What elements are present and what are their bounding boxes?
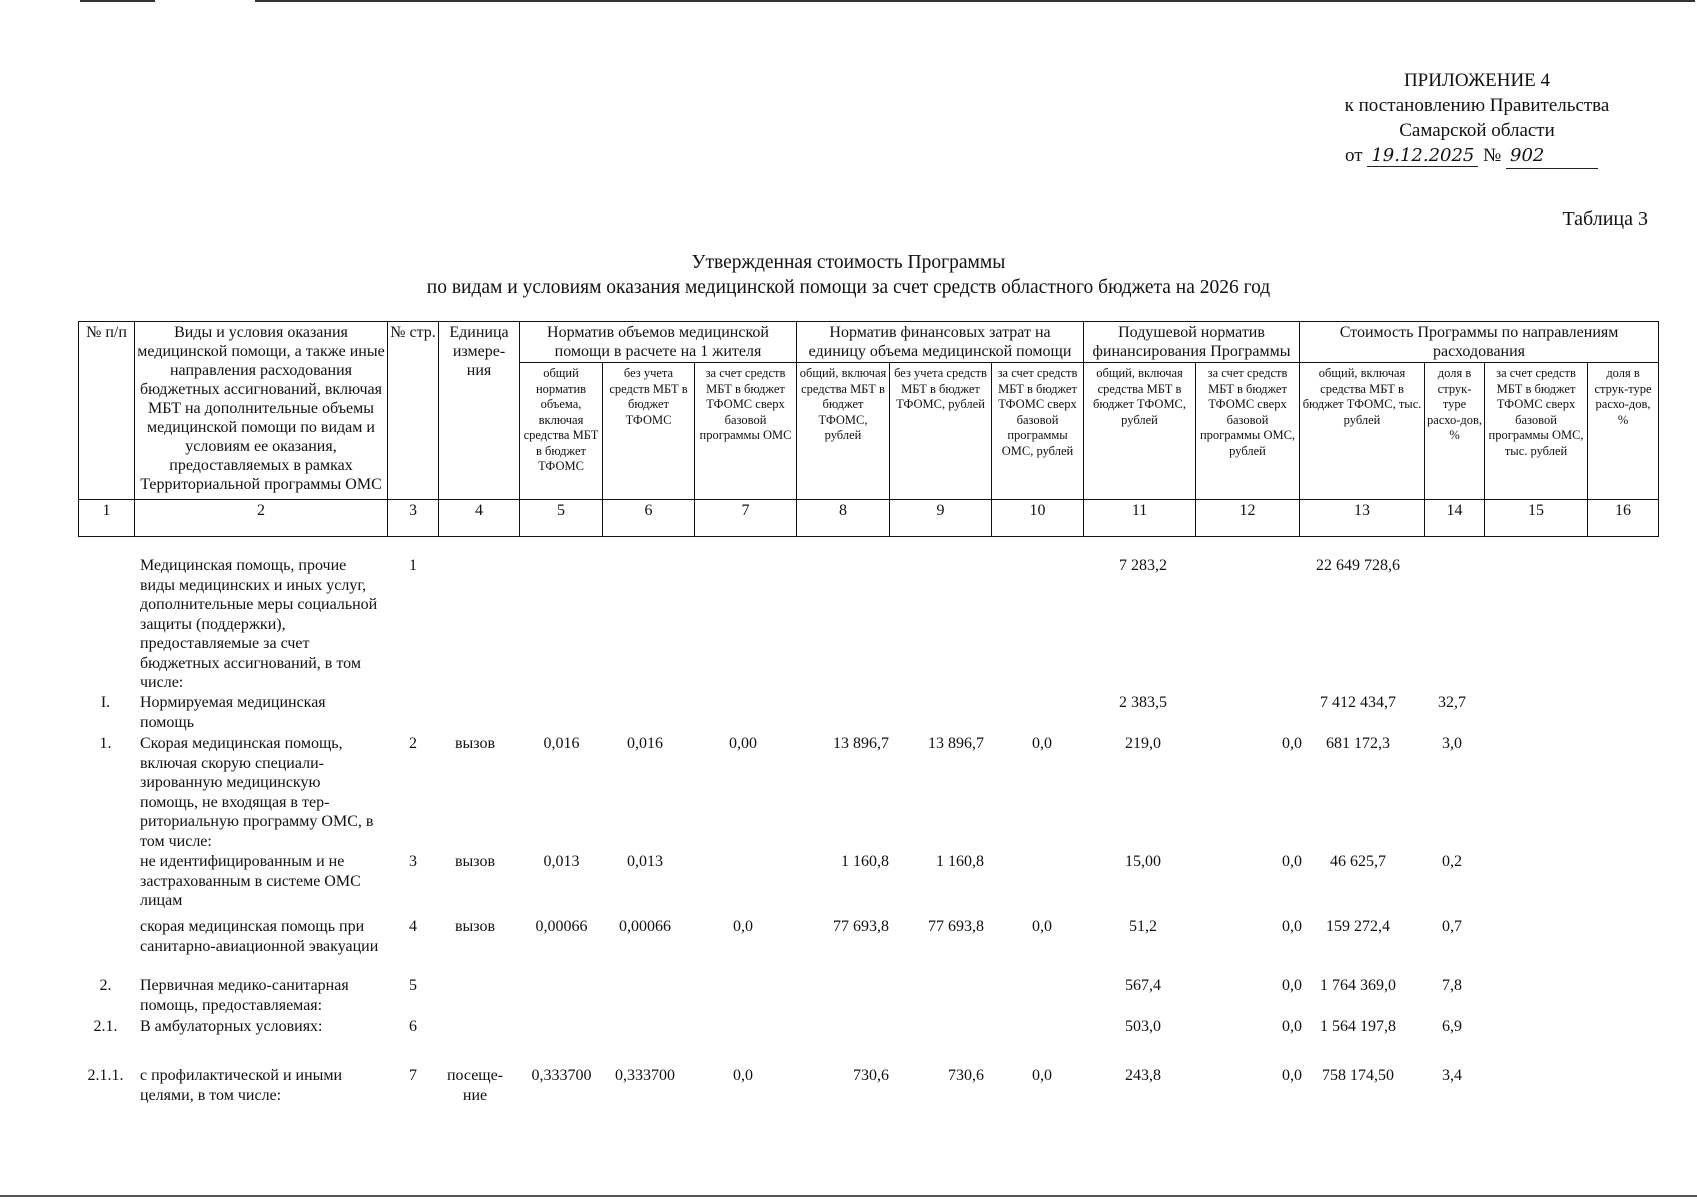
row-col-13: 681 172,3 [1326, 735, 1390, 752]
row-col-11: 7 283,2 [1119, 557, 1167, 574]
row-col-7: 0,0 [733, 1067, 753, 1084]
column-number: 15 [1485, 500, 1588, 537]
column-number: 10 [992, 500, 1084, 537]
row-col-14: 3,0 [1442, 735, 1462, 752]
column-number: 6 [603, 500, 695, 537]
header-subcell: за счет средств МБТ в бюджет ТФОМС сверх базовой программы ОМС, рублей [992, 363, 1084, 500]
annex-line: Самарской области [1399, 120, 1555, 141]
row-name: Медицинская помощь, прочие виды медицинских и иных услуг, дополнительные меры социальной защиты (поддержки), предоставляемые за счет бюджетных ассигнований, в том числе: [140, 557, 378, 691]
row-col-12: 0,0 [1282, 977, 1302, 994]
number-label: № [1483, 145, 1502, 166]
row-col-13: 159 272,4 [1326, 918, 1390, 935]
column-number: 3 [388, 500, 439, 537]
column-number: 13 [1300, 500, 1425, 537]
row-col-13: 758 174,50 [1322, 1067, 1394, 1084]
row-name: Первичная медико-санитарная помощь, предоставляемая: [140, 977, 349, 1014]
row-col-12: 0,0 [1282, 735, 1302, 752]
annex-block [1317, 68, 1637, 169]
document-title: Утвержденная стоимость Программы [691, 252, 1006, 273]
row-str: 1 [409, 557, 417, 574]
row-col-8: 77 693,8 [833, 918, 889, 935]
top-rule [80, 0, 155, 2]
row-col-12: 0,0 [1282, 1067, 1302, 1084]
row-col-12: 0,0 [1282, 853, 1302, 870]
row-col-13: 22 649 728,6 [1316, 557, 1400, 574]
column-number: 9 [890, 500, 992, 537]
row-col-11: 503,0 [1125, 1018, 1161, 1035]
header-subcell: общий, включая средства МБТ в бюджет ТФОМС, тыс. рублей [1300, 363, 1425, 500]
row-name: В амбулаторных условиях: [140, 1018, 323, 1035]
row-col-12: 0,0 [1282, 918, 1302, 935]
row-col-14: 0,7 [1442, 918, 1462, 935]
row-col-5: 0,00066 [535, 918, 588, 935]
header-cell: № п/п [79, 322, 135, 500]
row-str: 5 [409, 977, 417, 994]
header-cell: Единица измере-ния [439, 322, 520, 500]
row-col-6: 0,013 [627, 853, 663, 870]
document-subtitle: по видам и условиям оказания медицинской помощи за счет средств областного бюджета на 2026 год [426, 277, 1271, 298]
row-str: 6 [409, 1018, 417, 1035]
row-number: 2.1. [93, 1018, 118, 1035]
header-cell: Виды и условия оказания медицинской помощи, а также иные направления расходования бюджетных ассигнований, включая МБТ на дополнительные объемы медицинской помощи по видам и условиям ее оказания, предоставляемых в рамках Территориальной программы ОМС [135, 322, 388, 500]
row-col-6: 0,016 [627, 735, 663, 752]
row-name: скорая медицинская помощь при санитарно-авиационной эвакуации [140, 918, 379, 955]
row-unit: посеще-ние [446, 1067, 504, 1104]
row-unit: вызов [454, 853, 496, 870]
column-number: 8 [797, 500, 890, 537]
row-col-10: 0,0 [1032, 735, 1052, 752]
row-col-12: 0,0 [1282, 1018, 1302, 1035]
row-col-9: 730,6 [948, 1067, 984, 1084]
header-subcell: за счет средств МБТ в бюджет ТФОМС сверх базовой программы ОМС [695, 363, 797, 500]
row-col-5: 0,016 [543, 735, 580, 752]
header-subcell: за счет средств МБТ в бюджет ТФОМС сверх базовой программы ОМС, рублей [1196, 363, 1300, 500]
row-col-11: 219,0 [1125, 735, 1161, 752]
column-number: 12 [1196, 500, 1300, 537]
row-col-8: 13 896,7 [833, 735, 889, 752]
header-subcell: без учета средств МБТ в бюджет ТФОМС, рублей [890, 363, 992, 500]
row-col-8: 1 160,8 [841, 853, 889, 870]
header-subcell: за счет средств МБТ в бюджет ТФОМС сверх базовой программы ОМС, тыс. рублей [1485, 363, 1588, 500]
row-col-6: 0,00066 [619, 918, 671, 935]
row-col-6: 0,333700 [615, 1067, 675, 1084]
bottom-rule [0, 1195, 1697, 1197]
table-number: Таблица 3 [1562, 208, 1648, 230]
column-number: 7 [695, 500, 797, 537]
row-col-9: 1 160,8 [936, 853, 984, 870]
row-str: 4 [409, 918, 417, 935]
row-col-13: 46 625,7 [1330, 853, 1386, 870]
header-subcell: общий, включая средства МБТ в бюджет ТФОМС, рублей [797, 363, 890, 500]
top-rule [255, 0, 1695, 2]
row-name: Нормируемая медицинская помощь [140, 694, 326, 731]
row-col-14: 3,4 [1442, 1067, 1462, 1084]
header-subcell: общий, включая средства МБТ в бюджет ТФОМС, рублей [1084, 363, 1196, 500]
header-group: Подушевой норматив финансирования Программы [1084, 322, 1300, 363]
column-number: 5 [520, 500, 603, 537]
row-unit: вызов [454, 918, 496, 935]
row-unit: вызов [454, 735, 496, 752]
document-number: 902 [1506, 143, 1598, 169]
row-col-14: 6,9 [1442, 1018, 1462, 1035]
row-col-9: 13 896,7 [928, 735, 984, 752]
row-str: 3 [409, 853, 417, 870]
row-number: 2.1.1. [87, 1067, 124, 1084]
header-cell: № стр. [388, 322, 439, 500]
column-number: 16 [1588, 500, 1659, 537]
row-col-11: 567,4 [1125, 977, 1161, 994]
header-subcell: доля в струк-туре расхо-дов, % [1425, 363, 1485, 500]
row-col-9: 77 693,8 [928, 918, 984, 935]
column-number: 11 [1084, 500, 1196, 537]
row-col-14: 0,2 [1442, 853, 1462, 870]
row-col-11: 15,00 [1125, 853, 1161, 870]
row-col-8: 730,6 [853, 1067, 889, 1084]
header-subcell: без учета средств МБТ в бюджет ТФОМС [603, 363, 695, 500]
row-col-14: 32,7 [1438, 694, 1466, 711]
column-number: 2 [135, 500, 388, 537]
row-str: 2 [409, 735, 417, 752]
row-number: 2. [99, 977, 112, 994]
row-col-7: 0,0 [733, 918, 753, 935]
column-number: 14 [1425, 500, 1485, 537]
header-subcell: доля в струк-туре расхо-дов, % [1588, 363, 1659, 500]
annex-title: ПРИЛОЖЕНИЕ 4 [1403, 70, 1551, 91]
annex-line: к постановлению Правительства [1344, 95, 1610, 116]
row-str: 7 [409, 1067, 417, 1084]
column-number: 4 [439, 500, 520, 537]
annex-date-line [1317, 143, 1637, 169]
header-subcell: общий норматив объема, включая средства МБТ в бюджет ТФОМС [520, 363, 603, 500]
row-name: с профилактической и иными целями, в том числе: [140, 1067, 343, 1104]
row-col-5: 0,333700 [531, 1067, 592, 1084]
row-col-11: 51,2 [1129, 918, 1157, 935]
header-group: Норматив финансовых затрат на единицу объема медицинской помощи [797, 322, 1084, 363]
row-col-7: 0,00 [729, 735, 757, 752]
row-col-13: 1 764 369,0 [1320, 977, 1396, 994]
row-number: I. [100, 694, 111, 711]
table-header [78, 321, 1659, 537]
row-col-11: 243,8 [1125, 1067, 1161, 1084]
row-col-14: 7,8 [1442, 977, 1462, 994]
row-col-5: 0,013 [543, 853, 580, 870]
row-col-11: 2 383,5 [1119, 694, 1167, 711]
row-name: не идентифицированным и не застрахованным в системе ОМС лицам [140, 853, 361, 909]
row-number: 1. [99, 735, 112, 752]
from-label: от [1345, 145, 1363, 166]
row-col-13: 1 564 197,8 [1320, 1018, 1396, 1035]
row-name: Скорая медицинская помощь, включая скорую специали-зированную медицинскую помощь, не входящая в тер-риториальную программу ОМС, в том числе: [140, 735, 374, 850]
header-group: Норматив объемов медицинской помощи в расчете на 1 жителя [520, 322, 797, 363]
column-number: 1 [79, 500, 135, 537]
row-col-13: 7 412 434,7 [1320, 694, 1396, 711]
header-group: Стоимость Программы по направлениям расходования [1300, 322, 1659, 363]
row-col-10: 0,0 [1032, 1067, 1052, 1084]
row-col-10: 0,0 [1032, 918, 1052, 935]
signed-date: 19.12.2025 [1367, 145, 1478, 167]
